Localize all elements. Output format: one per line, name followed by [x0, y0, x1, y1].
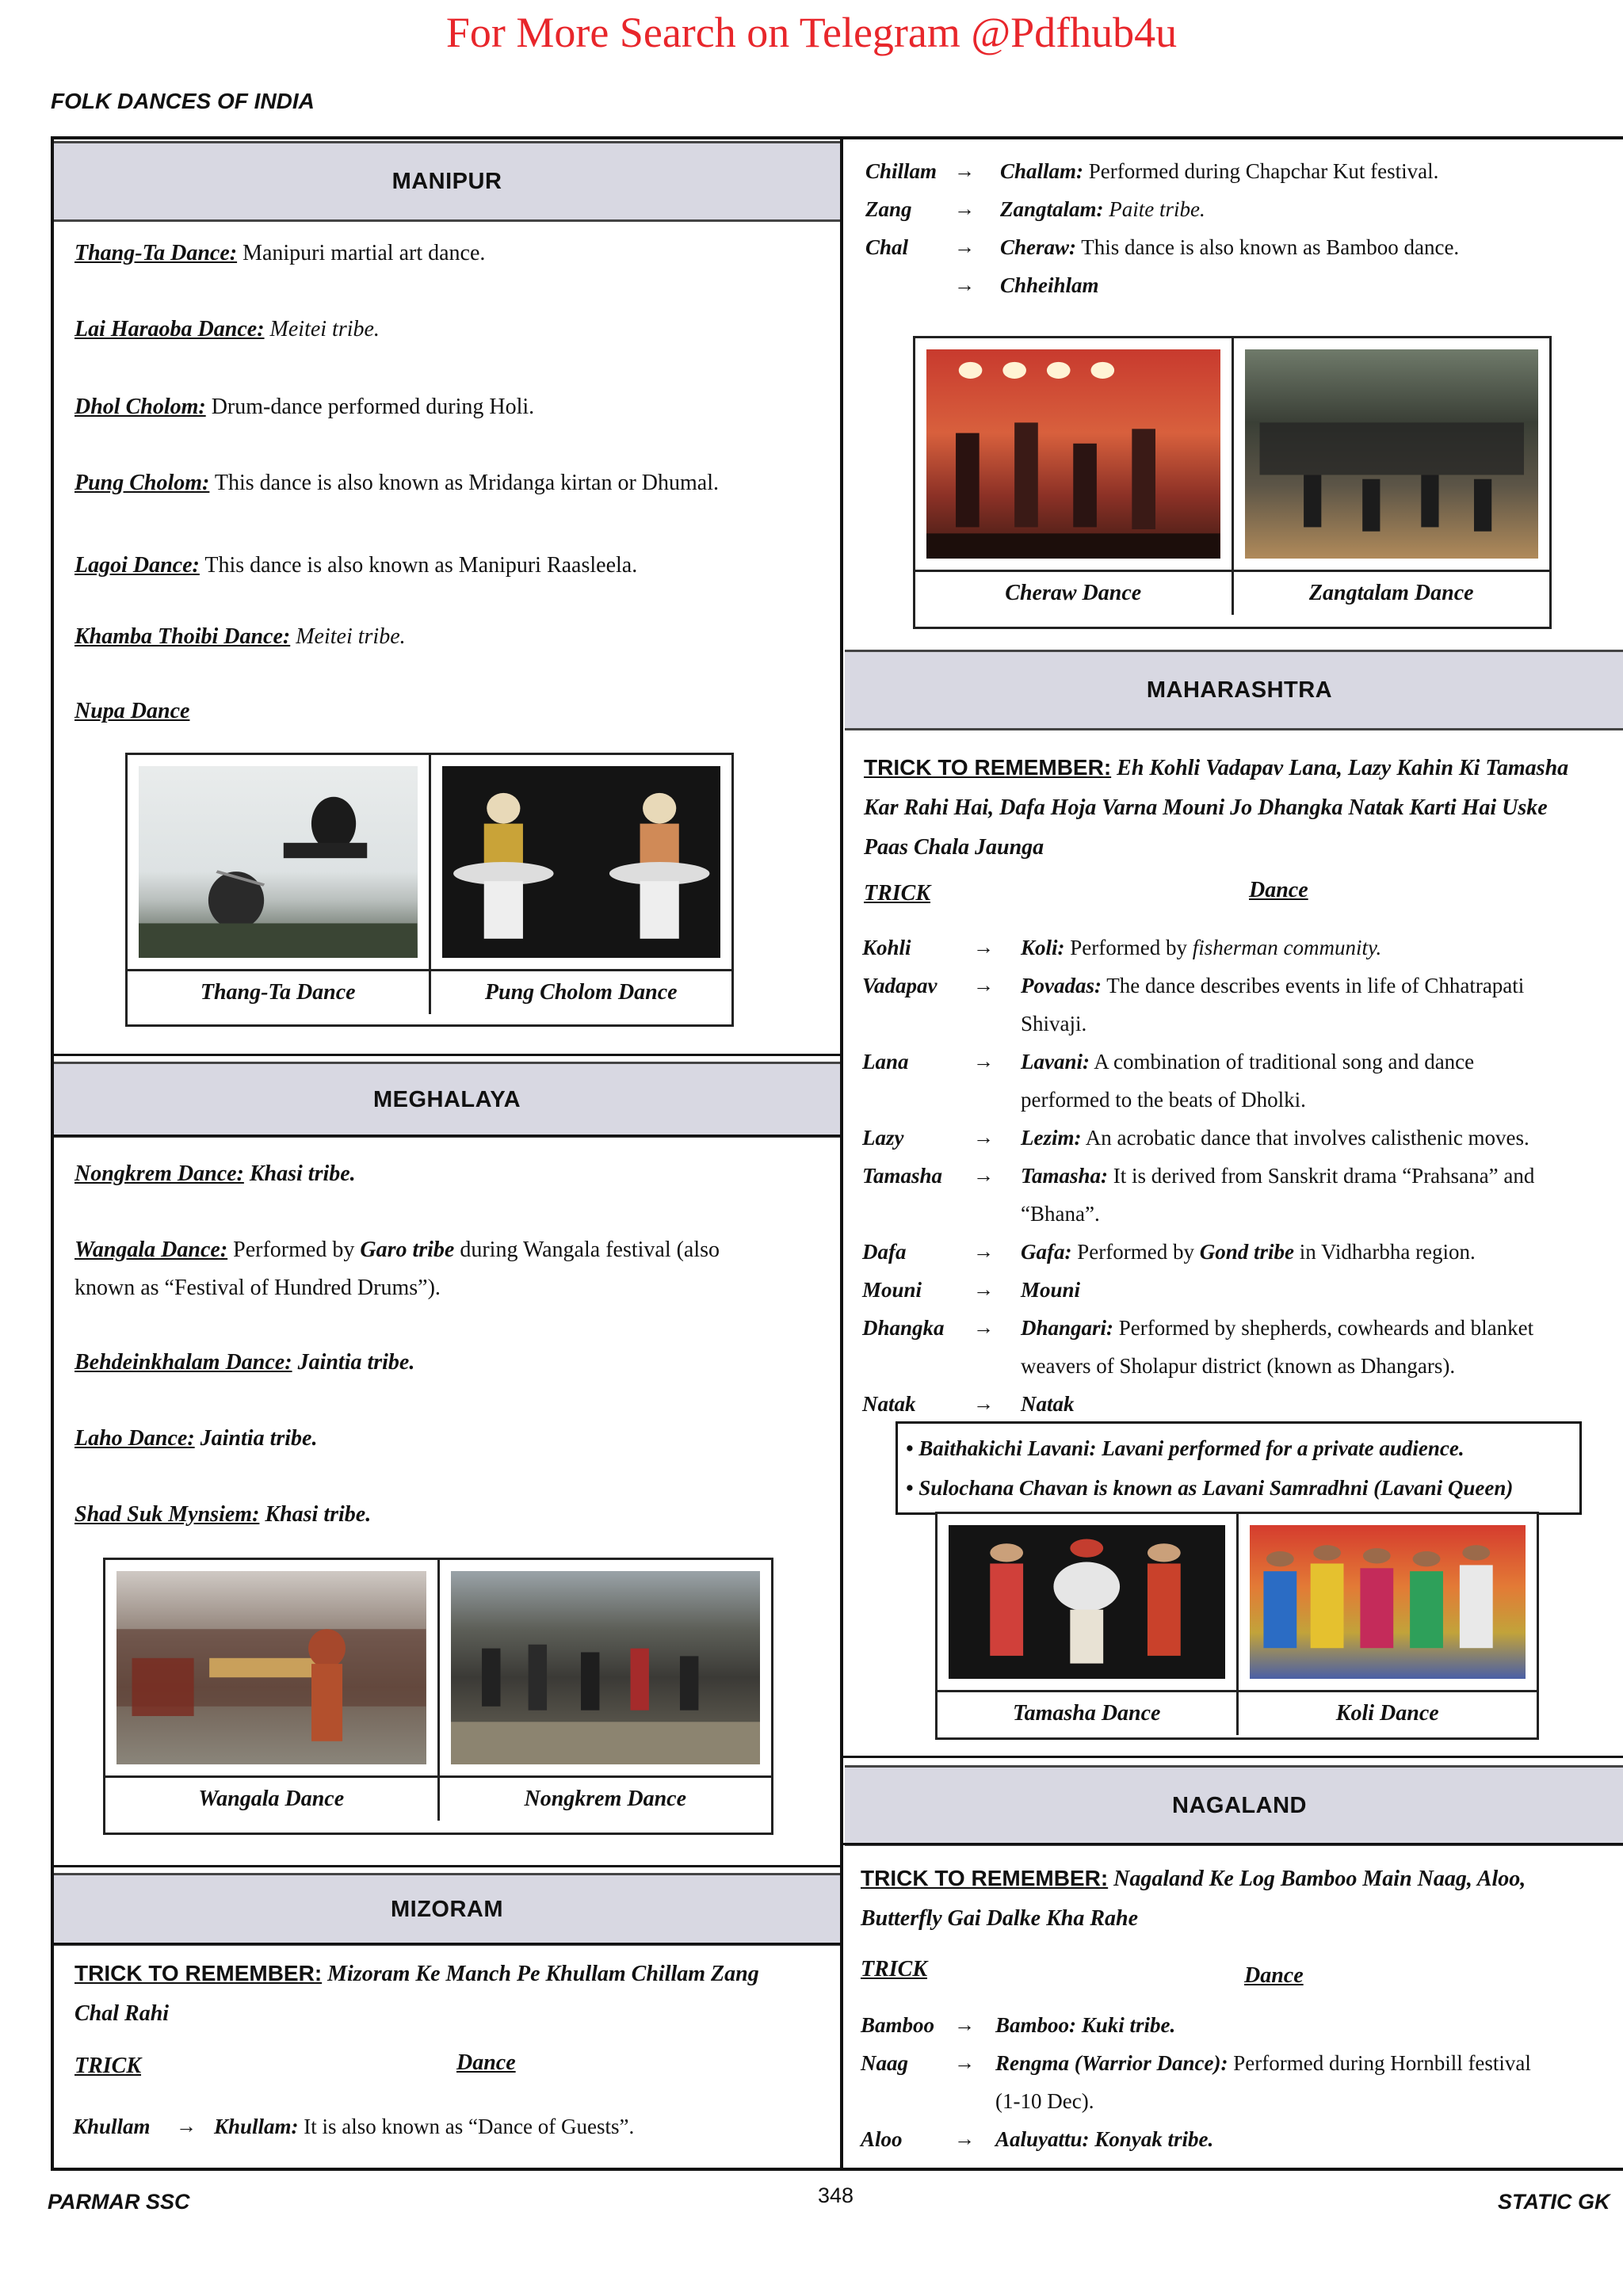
- row-name: Chheihlam: [1000, 273, 1099, 297]
- row-key: Lazy: [862, 1126, 904, 1150]
- row-name: Povadas:: [1021, 974, 1102, 997]
- tamasha-dance-photo: [949, 1525, 1225, 1679]
- row-desc: A combination of traditional song and dance: [1090, 1050, 1475, 1074]
- arrow-icon: →: [973, 1050, 994, 1073]
- meghalaya-top-rule: [51, 1135, 842, 1137]
- entry-desc-post: during Wangala festival (also: [454, 1238, 720, 1262]
- maharashtra-row: [862, 1271, 1623, 1309]
- manipur-end-rule: [51, 1054, 842, 1056]
- mizoram-row-5: [865, 266, 1610, 304]
- lavani-note-box: [896, 1421, 1582, 1515]
- arrow-icon: →: [954, 2051, 975, 2074]
- row-key: Tamasha: [862, 1164, 943, 1188]
- maharashtra-col-trick: TRICK: [864, 881, 931, 906]
- row-desc: Performed by shepherds, cowheards and blanket: [1113, 1316, 1534, 1340]
- manipur-entry-4: [74, 464, 835, 502]
- entry-desc: Jaintia tribe.: [292, 1350, 415, 1375]
- footer-left: PARMAR SSC: [48, 2190, 190, 2214]
- nagaland-row: [861, 2044, 1623, 2120]
- wangala-photo-cell: [105, 1560, 440, 1775]
- trick-label: TRICK TO REMEMBER:: [74, 1961, 323, 1985]
- manipur-entry-5: [74, 547, 819, 585]
- row-key: Lana: [862, 1050, 909, 1074]
- entry-desc: This dance is also known as Mridanga kirtan or Dhumal.: [209, 471, 719, 495]
- row-name: Lezim:: [1021, 1126, 1082, 1150]
- row-desc: Kuki tribe.: [1076, 2013, 1176, 2037]
- pung-cholom-dance-photo: [442, 766, 721, 958]
- thang-ta-dance-photo: [139, 766, 418, 958]
- meghalaya-header: MEGHALAYA: [54, 1062, 840, 1138]
- lavani-note-1: • Baithakichi Lavani: Lavani performed for a private audience.: [906, 1436, 1465, 1460]
- arrow-icon: →: [954, 159, 975, 182]
- trick-text: Nagaland Ke Log Bamboo Main Naag, Aloo,: [1108, 1867, 1526, 1891]
- row-key: [865, 266, 954, 304]
- mizoram-row-1: [73, 2107, 834, 2145]
- entry-tribe: Garo tribe: [360, 1238, 455, 1262]
- entry-term: Behdeinkhalam Dance:: [74, 1350, 292, 1375]
- manipur-entry-2: [74, 311, 819, 349]
- manipur-header: MANIPUR: [54, 141, 840, 222]
- zangtalam-caption: Zangtalam Dance: [1308, 581, 1474, 605]
- row-name: Cheraw:: [1000, 235, 1077, 259]
- tamasha-photo-cell: [938, 1514, 1239, 1690]
- trick-label: TRICK TO REMEMBER:: [864, 755, 1112, 780]
- wangala-caption: Wangala Dance: [105, 1778, 440, 1821]
- maharashtra-row: [862, 929, 1623, 967]
- row-desc: This dance is also known as Bamboo dance.: [1076, 235, 1460, 259]
- arrow-icon: →: [954, 235, 975, 258]
- zangtalam-photo-cell: [1234, 338, 1550, 570]
- nagaland-col-trick: TRICK: [861, 1957, 928, 1981]
- nagaland-col-dance: Dance: [1244, 1963, 1304, 1988]
- meghalaya-entry-1: [74, 1155, 819, 1193]
- mizoram-trick: [74, 1954, 827, 2034]
- entry-term: Nupa Dance: [74, 699, 190, 723]
- wangala-dance-photo: [116, 1571, 426, 1764]
- entry-desc: Khasi tribe.: [243, 1161, 356, 1186]
- arrow-icon: →: [973, 1392, 994, 1415]
- entry-term: Laho Dance:: [74, 1426, 195, 1451]
- tamasha-caption: Tamasha Dance: [938, 1692, 1239, 1735]
- row-desc-2: (1-10 Dec).: [995, 2089, 1094, 2113]
- row-key: Natak: [862, 1392, 916, 1416]
- meghalaya-entry-2: [74, 1231, 835, 1307]
- row-desc: Performed by: [1071, 1240, 1200, 1264]
- row-desc-3: in Vidharbha region.: [1293, 1240, 1476, 1264]
- row-name: Tamasha:: [1021, 1164, 1109, 1188]
- meghalaya-entry-4: [74, 1420, 819, 1458]
- zangtalam-dance-photo: [1245, 349, 1539, 559]
- mizoram-photo-table: [913, 336, 1552, 629]
- row-name: Mouni: [1021, 1278, 1081, 1302]
- maharashtra-rows: [862, 929, 1623, 1423]
- arrow-icon: →: [954, 273, 975, 296]
- cheraw-photo-cell: [915, 338, 1234, 570]
- nagaland-row: [861, 2006, 1623, 2044]
- maharashtra-end-rule: [842, 1756, 1623, 1758]
- row-name: Gafa:: [1021, 1240, 1072, 1264]
- entry-term: Khamba Thoibi Dance:: [74, 624, 291, 649]
- entry-desc: Jaintia tribe.: [194, 1426, 318, 1451]
- entry-desc-line2: known as “Festival of Hundred Drums”).: [74, 1276, 441, 1300]
- entry-term: Lai Haraoba Dance:: [74, 317, 265, 341]
- row-key: Bamboo: [861, 2013, 935, 2037]
- row-key: Naag: [861, 2051, 908, 2075]
- row-key: Aloo: [861, 2127, 903, 2151]
- maharashtra-row: [862, 1043, 1623, 1119]
- row-name: Bamboo:: [995, 2013, 1077, 2037]
- column-divider: [840, 136, 843, 2168]
- row-key: Chal: [865, 235, 909, 259]
- arrow-icon: →: [973, 1316, 994, 1339]
- entry-term: Dhol Cholom:: [74, 395, 206, 419]
- row-desc-italic: fisherman community.: [1192, 936, 1382, 959]
- row-name: Challam:: [1000, 159, 1084, 183]
- mizoram-top-rule: [51, 1943, 842, 1945]
- nongkrem-caption: Nongkrem Dance: [524, 1787, 687, 1811]
- row-desc-2: weavers of Sholapur district (known as Dhangars).: [1021, 1354, 1456, 1378]
- row-desc-italic: Gond tribe: [1199, 1240, 1294, 1264]
- manipur-entry-7: [74, 692, 819, 730]
- pung-cholom-caption: Pung Cholom Dance: [484, 980, 678, 1005]
- maharashtra-photo-table: [935, 1512, 1539, 1740]
- row-desc: Konyak tribe.: [1089, 2127, 1214, 2151]
- row-name: Zangtalam:: [1000, 197, 1104, 221]
- page-number: 348: [818, 2183, 854, 2207]
- entry-desc: Meitei tribe.: [264, 317, 380, 341]
- arrow-icon: →: [973, 1126, 994, 1149]
- row-key: Vadapav: [862, 974, 938, 997]
- entry-term: Pung Cholom:: [74, 471, 210, 495]
- row-key: Mouni: [862, 1278, 922, 1302]
- nongkrem-photo-cell: [440, 1560, 772, 1775]
- maharashtra-row: [862, 1119, 1623, 1157]
- manipur-entry-6: [74, 618, 819, 656]
- koli-photo-cell: [1239, 1514, 1537, 1690]
- mizoram-row-4: [865, 228, 1610, 266]
- nagaland-trick: [861, 1859, 1621, 1939]
- maharashtra-header: MAHARASHTRA: [845, 650, 1623, 730]
- maharashtra-trick: [864, 748, 1623, 868]
- row-desc-2: Shivaji.: [1021, 1012, 1087, 1035]
- row-name: Dhangari:: [1021, 1316, 1114, 1340]
- row-name: Aaluyattu:: [995, 2127, 1090, 2151]
- mizoram-col-dance: Dance: [456, 2050, 516, 2075]
- entry-desc: This dance is also known as Manipuri Raasleela.: [199, 553, 638, 578]
- arrow-icon: →: [954, 2013, 975, 2036]
- row-key: Zang: [865, 197, 912, 221]
- row-key: Khullam: [73, 2115, 151, 2138]
- koli-dance-photo: [1250, 1525, 1526, 1679]
- row-desc: An acrobatic dance that involves calisthenic moves.: [1081, 1126, 1529, 1150]
- arrow-icon: →: [973, 1278, 994, 1301]
- nagaland-top-rule: [842, 1843, 1623, 1845]
- row-desc: The dance describes events in life of Chhatrapati: [1101, 974, 1525, 997]
- row-desc: Performed during Chapchar Kut festival.: [1083, 159, 1439, 183]
- row-key: Dafa: [862, 1240, 907, 1264]
- row-name: Natak: [1021, 1392, 1075, 1416]
- row-desc: It is derived from Sanskrit drama “Prahsana” and: [1108, 1164, 1535, 1188]
- trick-text-2: Kar Rahi Hai, Dafa Hoja Varna Mouni Jo Dhangka Natak Karti Hai Uske: [864, 795, 1548, 820]
- entry-desc: Manipuri martial art dance.: [237, 241, 486, 265]
- row-name: Koli:: [1021, 936, 1065, 959]
- meghalaya-entry-5: [74, 1496, 819, 1534]
- meghalaya-end-rule: [51, 1865, 842, 1867]
- row-desc-2: “Bhana”.: [1021, 1202, 1100, 1226]
- meghalaya-photo-table: [103, 1558, 773, 1835]
- trick-text: Eh Kohli Vadapav Lana, Lazy Kahin Ki Tamasha: [1111, 756, 1569, 780]
- row-key: Dhangka: [862, 1316, 945, 1340]
- footer-right: STATIC GK: [1498, 2190, 1610, 2214]
- trick-label: TRICK TO REMEMBER:: [861, 1866, 1109, 1890]
- entry-term: Wangala Dance:: [74, 1238, 228, 1262]
- cheraw-caption: Cheraw Dance: [915, 572, 1234, 615]
- entry-term: Lagoi Dance:: [74, 553, 200, 578]
- row-desc: Performed during Hornbill festival: [1228, 2051, 1531, 2075]
- nongkrem-dance-photo: [451, 1571, 761, 1764]
- mizoram-row-2: [865, 152, 1610, 190]
- arrow-icon: →: [973, 936, 994, 959]
- maharashtra-row: [862, 1309, 1623, 1385]
- arrow-icon: →: [176, 2115, 197, 2138]
- trick-text: Mizoram Ke Manch Pe Khullam Chillam Zang: [322, 1962, 759, 1986]
- row-name: Lavani:: [1021, 1050, 1090, 1074]
- trick-text-3: Paas Chala Jaunga: [864, 835, 1044, 860]
- trick-text-2: Chal Rahi: [74, 2001, 170, 2026]
- mizoram-col-trick: TRICK: [74, 2054, 142, 2078]
- row-desc: Paite tribe.: [1103, 197, 1205, 221]
- meghalaya-entry-3: [74, 1344, 819, 1382]
- maharashtra-row: [862, 967, 1623, 1043]
- row-desc-2: performed to the beats of Dholki.: [1021, 1088, 1306, 1112]
- entry-desc: Meitei tribe.: [290, 624, 406, 649]
- entry-term: Shad Suk Mynsiem:: [74, 1502, 260, 1527]
- pung-cholom-photo-cell: [431, 755, 732, 969]
- trick-text-2: Butterfly Gai Dalke Kha Rahe: [861, 1906, 1139, 1931]
- mizoram-header: MIZORAM: [54, 1873, 840, 1946]
- manipur-entry-1: [74, 235, 819, 273]
- row-name: Rengma (Warrior Dance):: [995, 2051, 1228, 2075]
- cheraw-dance-photo: [926, 349, 1220, 559]
- row-key: Chillam: [865, 159, 938, 183]
- arrow-icon: →: [973, 974, 994, 997]
- maharashtra-row: [862, 1385, 1623, 1423]
- manipur-entry-3: [74, 388, 819, 426]
- thang-ta-photo-cell: [128, 755, 431, 969]
- entry-term: Nongkrem Dance:: [74, 1161, 244, 1186]
- entry-desc-pre: Performed by: [227, 1238, 361, 1262]
- row-desc: It is also known as “Dance of Guests”.: [298, 2115, 635, 2138]
- row-key: Kohli: [862, 936, 911, 959]
- row-desc: Performed by: [1064, 936, 1193, 959]
- entry-desc: Khasi tribe.: [259, 1502, 372, 1527]
- arrow-icon: →: [973, 1164, 994, 1187]
- arrow-icon: →: [954, 2127, 975, 2150]
- manipur-photo-table: [125, 753, 734, 1027]
- mizoram-row-3: [865, 190, 1610, 228]
- maharashtra-row: [862, 1233, 1623, 1271]
- koli-caption: Koli Dance: [1335, 1701, 1439, 1726]
- nagaland-header: NAGALAND: [845, 1765, 1623, 1846]
- running-head: FOLK DANCES OF INDIA: [51, 89, 315, 113]
- arrow-icon: →: [973, 1240, 994, 1263]
- nagaland-row: [861, 2120, 1623, 2158]
- telegram-banner: For More Search on Telegram @Pdfhub4u: [445, 9, 1178, 56]
- lavani-note-2: • Sulochana Chavan is known as Lavani Samradhni (Lavani Queen): [906, 1476, 1514, 1500]
- arrow-icon: →: [954, 197, 975, 220]
- entry-desc: Drum-dance performed during Holi.: [205, 395, 535, 419]
- maharashtra-col-dance: Dance: [1249, 878, 1308, 902]
- maharashtra-row: [862, 1157, 1623, 1233]
- nagaland-rows: [861, 2006, 1623, 2158]
- row-name: Khullam:: [214, 2115, 299, 2138]
- thang-ta-caption: Thang-Ta Dance: [128, 971, 431, 1014]
- entry-term: Thang-Ta Dance:: [74, 241, 238, 265]
